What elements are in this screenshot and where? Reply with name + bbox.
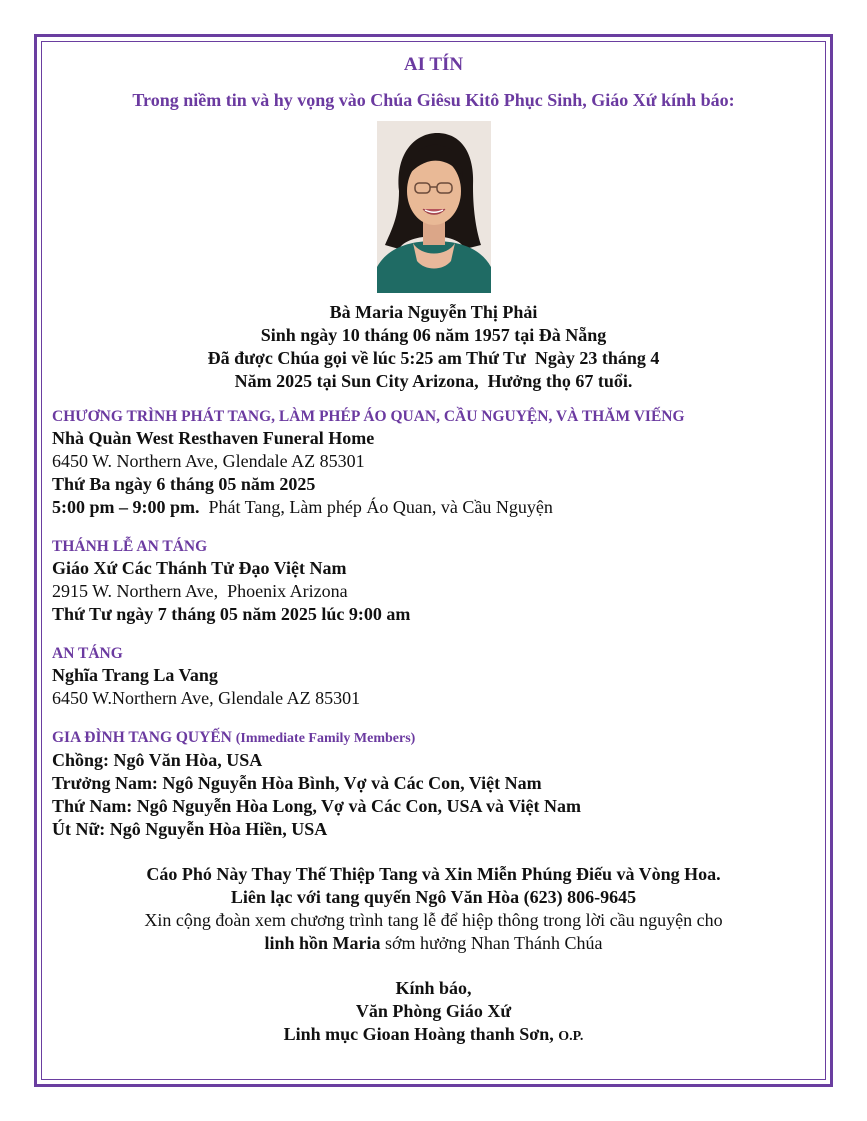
family-heading-vn: GIA ĐÌNH TANG QUYẾN (52, 729, 232, 746)
wake-schedule (52, 496, 815, 519)
wake-date: Thứ Ba ngày 6 tháng 05 năm 2025 (52, 474, 316, 494)
burial-heading: AN TÁNG (52, 645, 123, 662)
closing-line-1: Cáo Phó Này Thay Thế Thiệp Tang và Xin Miễn Phúng Điếu và Vòng Hoa. (146, 864, 721, 884)
wake-time: 5:00 pm – 9:00 pm. (52, 497, 200, 517)
intro-line: Trong niềm tin và hy vọng vào Chúa Giêsu Kitô Phục Sinh, Giáo Xứ kính báo: (132, 90, 735, 110)
signature-priest-line (52, 1023, 815, 1048)
portrait-photo (377, 121, 491, 293)
family-member: Chồng: Ngô Văn Hòa, USA (52, 750, 263, 770)
wake-venue: Nhà Quàn West Resthaven Funeral Home (52, 428, 375, 448)
wake-heading: CHƯƠNG TRÌNH PHÁT TANG, LÀM PHÉP ÁO QUAN, CẦU NGUYỆN, VÀ THĂM VIẾNG (52, 408, 685, 425)
closing-line-3: Xin cộng đoàn xem chương trình tang lễ để hiệp thông trong lời cầu nguyện cho (144, 910, 723, 930)
deceased-info (52, 301, 815, 393)
signature-priest: Linh mục Gioan Hoàng thanh Sơn, (283, 1024, 554, 1044)
page-title: AI TÍN (403, 54, 464, 75)
closing-block (52, 863, 815, 955)
portrait-illustration (377, 121, 491, 293)
family-member: Út Nữ: Ngô Nguyễn Hòa Hiền, USA (52, 819, 328, 839)
family-member: Trưởng Nam: Ngô Nguyễn Hòa Bình, Vợ và Các Con, Việt Nam (52, 773, 542, 793)
closing-soul-name: linh hồn Maria (264, 933, 381, 953)
family-heading (52, 728, 815, 749)
wake-address: 6450 W. Northern Ave, Glendale AZ 85301 (52, 451, 365, 471)
death-place-line: Năm 2025 tại Sun City Arizona, Hưởng thọ 67 tuổi. (234, 371, 633, 391)
mass-date: Thứ Tư ngày 7 tháng 05 năm 2025 lúc 9:00 am (52, 604, 411, 624)
family-member: Thứ Nam: Ngô Nguyễn Hòa Long, Vợ và Các Con, USA và Việt Nam (52, 796, 581, 816)
mass-heading: THÁNH LỄ AN TÁNG (52, 538, 208, 555)
mass-venue: Giáo Xứ Các Thánh Tử Đạo Việt Nam (52, 558, 347, 578)
death-line: Đã được Chúa gọi về lúc 5:25 am Thứ Tư Ngày 23 tháng 4 (207, 348, 660, 368)
signature-block (52, 977, 815, 1048)
burial-address: 6450 W.Northern Ave, Glendale AZ 85301 (52, 688, 361, 708)
wake-activities: Phát Tang, Làm phép Áo Quan, và Cầu Nguyện (208, 497, 553, 517)
signature-order: O.P. (558, 1029, 584, 1044)
family-heading-en: (Immediate Family Members) (235, 731, 416, 746)
closing-line-4-rest: sớm hưởng Nhan Thánh Chúa (380, 933, 603, 953)
photo-container (52, 121, 815, 293)
signature-greeting: Kính báo, (395, 978, 472, 998)
closing-line-2: Liên lạc với tang quyến Ngô Văn Hòa (623) 806-9645 (230, 887, 637, 907)
mass-address: 2915 W. Northern Ave, Phoenix Arizona (52, 581, 348, 601)
birth-line: Sinh ngày 10 tháng 06 năm 1957 tại Đà Nẵng (260, 325, 607, 345)
deceased-name: Bà Maria Nguyễn Thị Phải (329, 302, 538, 322)
closing-line-4 (52, 932, 815, 955)
burial-venue: Nghĩa Trang La Vang (52, 665, 218, 685)
signature-office: Văn Phòng Giáo Xứ (355, 1001, 512, 1021)
obituary-page (52, 50, 815, 1048)
